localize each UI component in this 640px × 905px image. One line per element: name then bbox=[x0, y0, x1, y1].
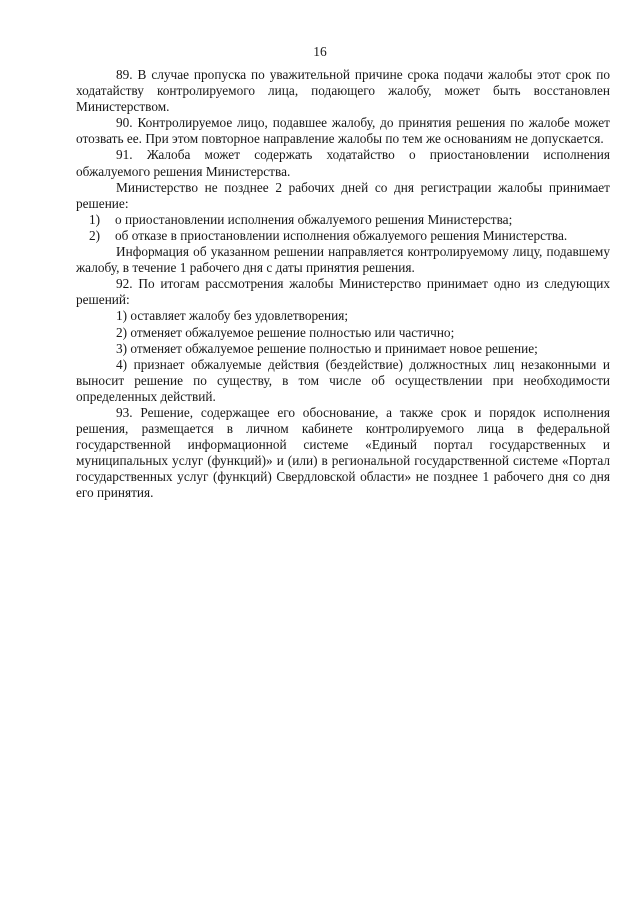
suspension-option-2 bbox=[76, 228, 610, 244]
suspension-option-1 bbox=[76, 212, 610, 228]
suspension-option-2-number: 2) bbox=[89, 227, 101, 243]
outcome-2: 2) отменяет обжалуемое решение полностью или частично; bbox=[116, 324, 455, 340]
outcome-4: 4) признает обжалуемые действия (бездействие) должностных лиц незаконными и выносит решение по существу, в том числе об осуществлении при необходимости определенных действий. bbox=[76, 356, 610, 404]
outcome-3: 3) отменяет обжалуемое решение полностью и принимает новое решение; bbox=[116, 340, 538, 356]
paragraph-90: 90. Контролируемое лицо, подавшее жалобу, до принятия решения по жалобе может отозвать ее. При этом повторное направление жалобы по тем же основаниям не допускается. bbox=[76, 115, 610, 147]
paragraph-ministry-decision: Министерство не позднее 2 рабочих дней со дня регистрации жалобы принимает решение: bbox=[76, 179, 610, 211]
paragraph-92: 92. По итогам рассмотрения жалобы Министерство принимает одно из следующих решений: bbox=[76, 276, 610, 308]
paragraph-93: 93. Решение, содержащее его обоснование, а также срок и порядок исполнения решения, размещается в личном кабинете контролируемого лица в федеральной государственной информационной системе «Единый портал государственных и муниципальных услуг (функций)» и (или) в региональной государственной системе «Портал государственных услуг (функций) Свердловской области» не позднее 1 рабочего дня со дня его принятия. bbox=[76, 404, 610, 501]
document-body bbox=[76, 67, 610, 502]
suspension-option-1-number: 1) bbox=[89, 211, 101, 227]
suspension-option-2-text: об отказе в приостановлении исполнения обжалуемого решения Министерства. bbox=[115, 227, 568, 243]
paragraph-information: Информация об указанном решении направляется контролируемому лицу, подавшему жалобу, в течение 1 рабочего дня с даты принятия решения. bbox=[76, 244, 610, 276]
paragraph-89: 89. В случае пропуска по уважительной причине срока подачи жалобы этот срок по ходатайству контролируемого лица, подающего жалобу, может быть восстановлен Министерством. bbox=[76, 67, 610, 115]
suspension-option-1-text: о приостановлении исполнения обжалуемого решения Министерства; bbox=[115, 211, 513, 227]
outcome-1: 1) оставляет жалобу без удовлетворения; bbox=[116, 308, 349, 324]
page-number: 16 bbox=[313, 44, 327, 59]
paragraph-91: 91. Жалоба может содержать ходатайство о приостановлении исполнения обжалуемого решения Министерства. bbox=[76, 147, 610, 179]
